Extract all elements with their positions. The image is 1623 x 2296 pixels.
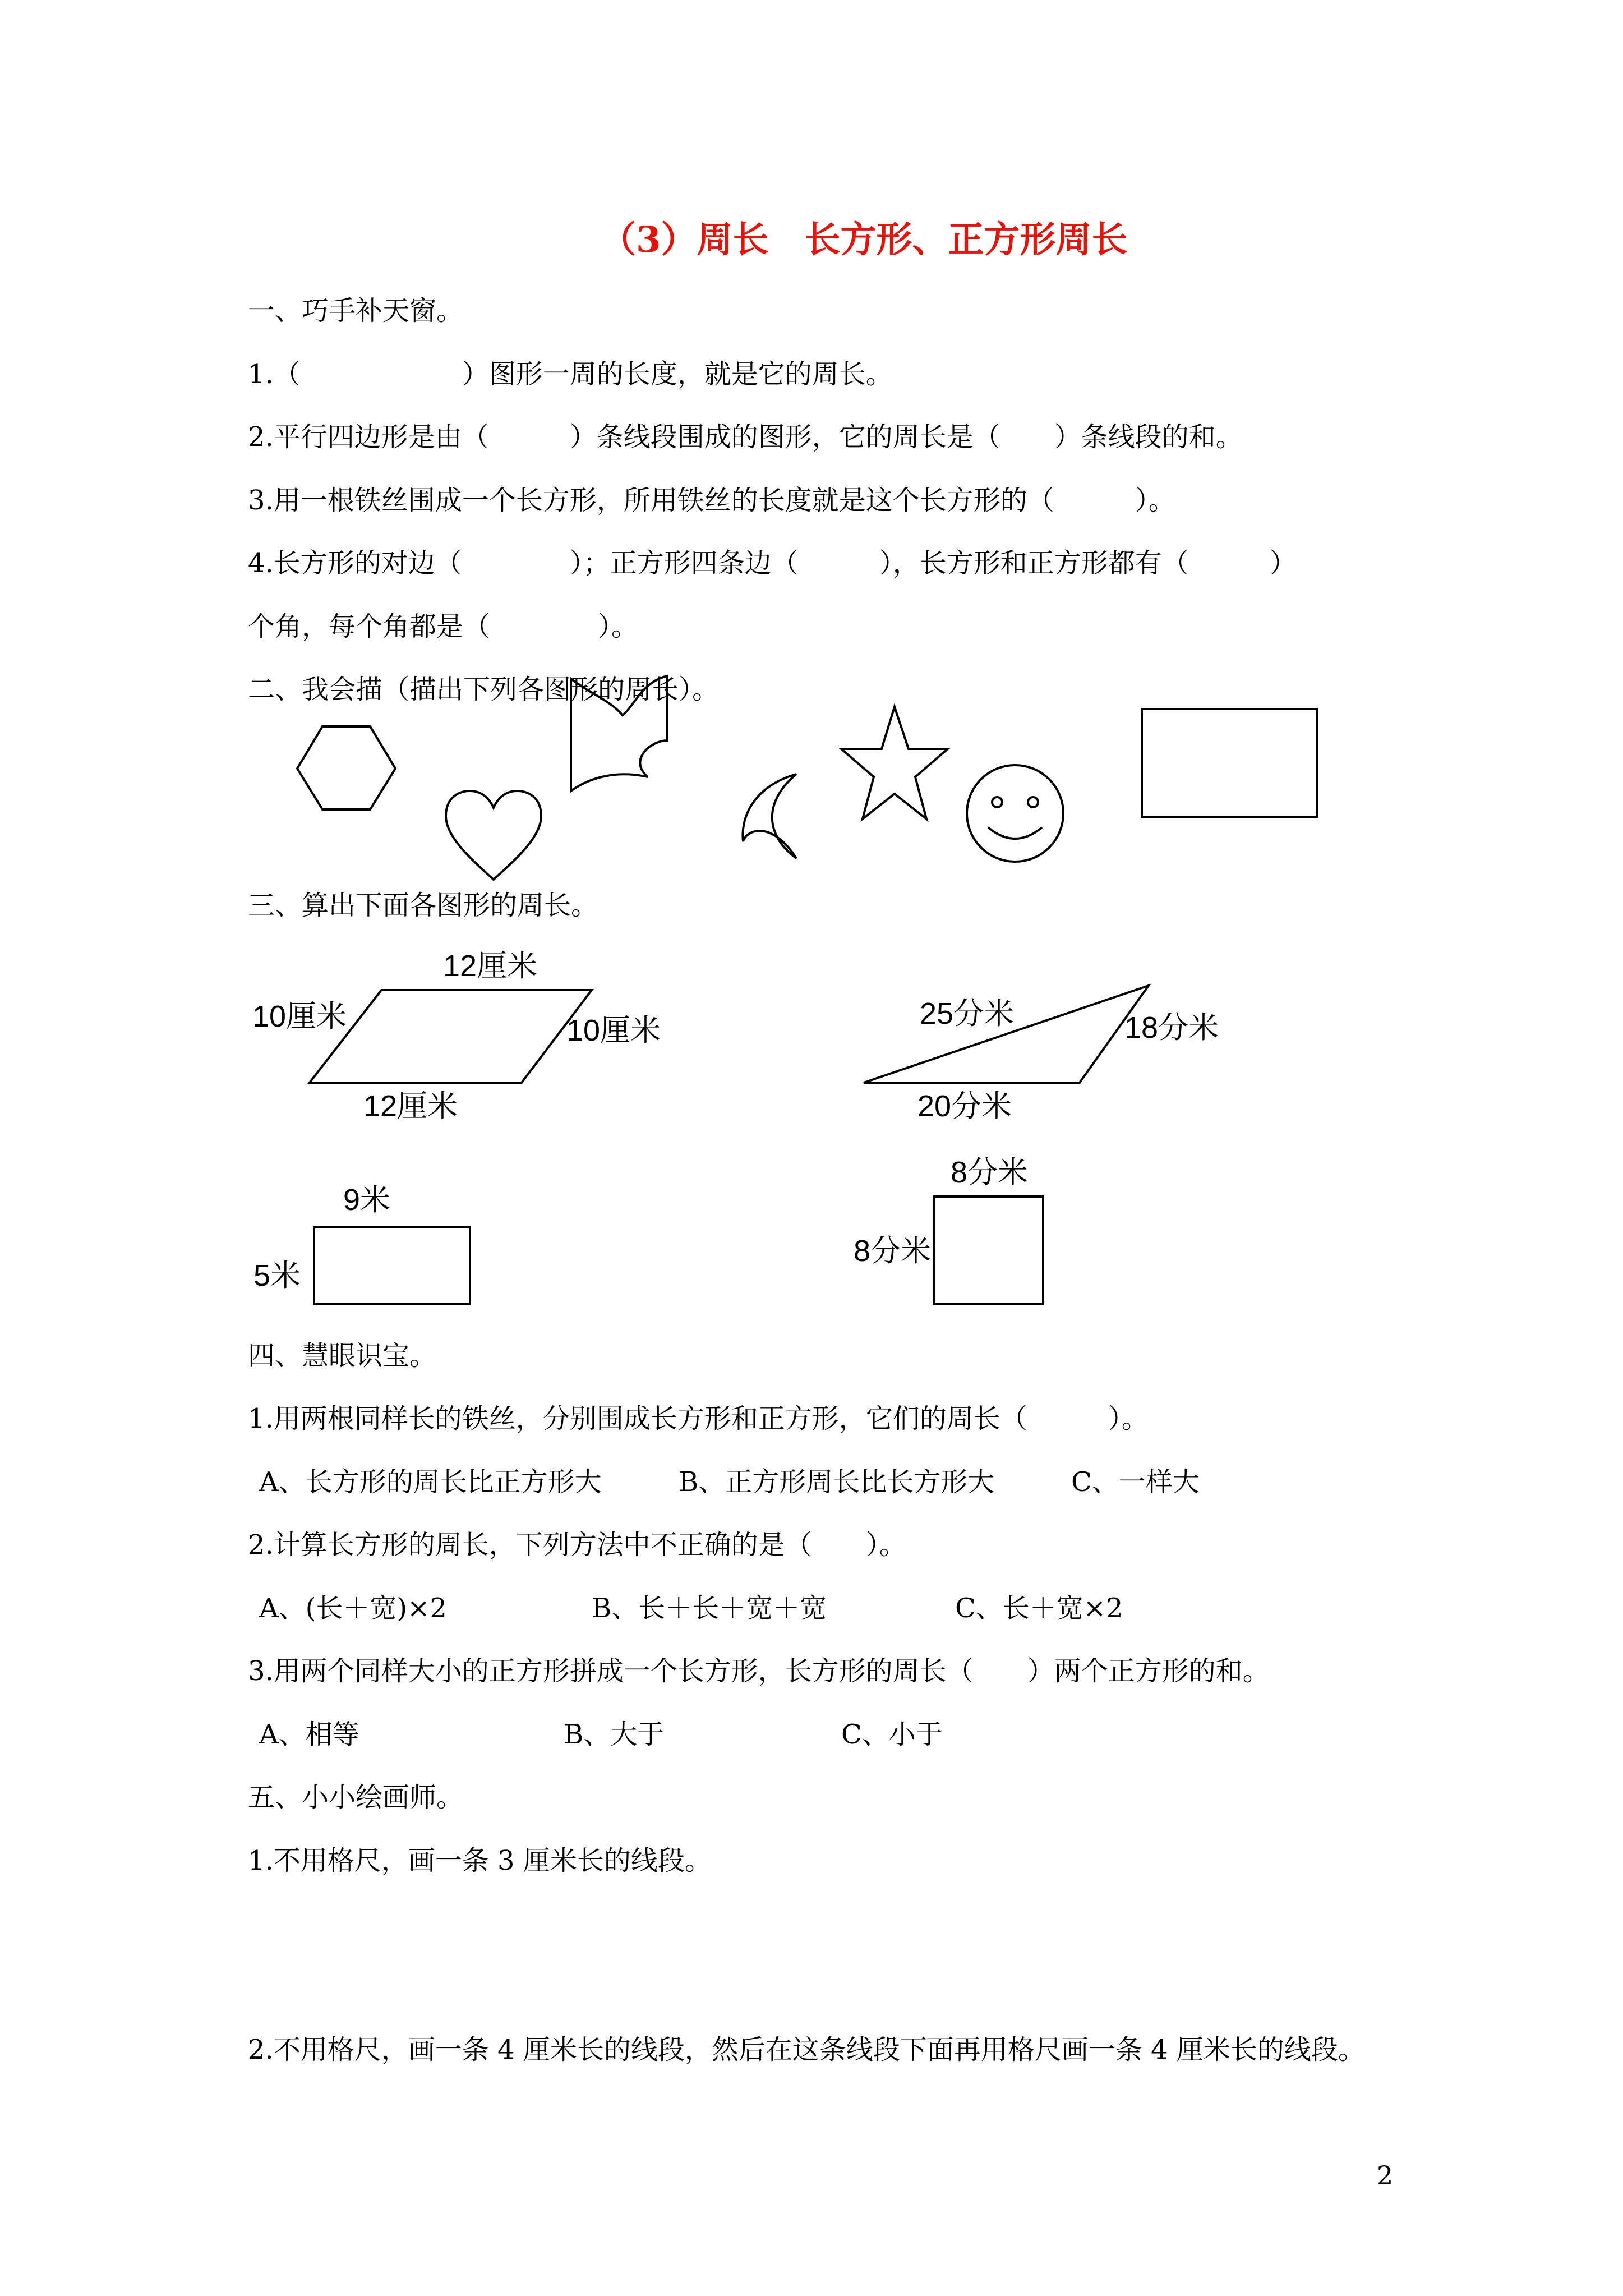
square-shape	[934, 1197, 1043, 1304]
triangle-top-label: 25分米	[920, 997, 1015, 1030]
star-icon	[841, 707, 948, 819]
heart-icon	[446, 791, 541, 880]
section4-q2-option-a: A、(长＋宽)×2	[259, 1593, 447, 1624]
section4-question-2: 2.计算长方形的周长，下列方法中不正确的是（ ）。	[248, 1529, 906, 1561]
triangle-right-label: 18分米	[1124, 1011, 1219, 1045]
section4-question-3: 3.用两个同样大小的正方形拼成一个长方形，长方形的周长（ ）两个正方形的和。	[248, 1655, 1270, 1687]
section4-q1-option-a: A、长方形的周长比正方形大	[259, 1466, 602, 1498]
section1-heading: 一、巧手补天窗。	[248, 295, 464, 326]
section1-question-4-line1: 4.长方形的对边（ ）；正方形四条边（ ），长方形和正方形都有（ ）	[248, 547, 1297, 579]
section5-heading: 五、小小绘画师。	[248, 1782, 464, 1813]
rectangle-top-label: 9米	[343, 1183, 391, 1217]
crescent-moon-icon	[743, 774, 796, 858]
section1-question-4-line2: 个角，每个角都是（ ）。	[248, 611, 639, 642]
section2-heading: 二、我会描（描出下列各图形的周长）。	[248, 674, 720, 705]
section1-question-1: 1.（ ）图形一周的长度，就是它的周长。	[248, 358, 893, 390]
parallelogram-left-label: 10厘米	[252, 1000, 347, 1033]
section4-q1-option-c: C、一样大	[1071, 1466, 1200, 1498]
section1-question-2: 2.平行四边形是由（ ）条线段围成的图形，它的周长是（ ）条线段的和。	[248, 421, 1243, 453]
section3-heading: 三、算出下面各图形的周长。	[248, 890, 598, 921]
square-left-label: 8分米	[854, 1234, 932, 1268]
section5-question-2: 2.不用格尺，画一条 4 厘米长的线段，然后在这条线段下面再用格尺画一条 4 厘米长的线段。	[248, 2034, 1365, 2065]
flag-icon	[571, 676, 667, 791]
section4-q3-option-c: C、小于	[841, 1719, 943, 1750]
page-title: （3）周长 长方形、正方形周长	[600, 219, 1128, 261]
square-top-label: 8分米	[951, 1156, 1029, 1189]
triangle-bottom-label: 20分米	[917, 1089, 1012, 1123]
rectangle-icon	[1142, 709, 1317, 817]
rectangle-shape	[314, 1227, 470, 1304]
section4-q1-option-b: B、正方形周长比长方形大	[679, 1466, 995, 1498]
section4-q2-option-c: C、长＋宽×2	[955, 1593, 1123, 1624]
hexagon-icon	[297, 726, 395, 809]
section4-heading: 四、慧眼识宝。	[248, 1340, 437, 1372]
section4-q2-option-b: B、长＋长＋宽＋宽	[592, 1593, 827, 1624]
parallelogram-right-label: 10厘米	[566, 1014, 661, 1047]
section5-question-1: 1.不用格尺，画一条 3 厘米长的线段。	[248, 1845, 712, 1876]
smiley-face-icon	[967, 765, 1063, 862]
parallelogram-top-label: 12厘米	[443, 949, 538, 983]
section4-q3-option-b: B、大于	[564, 1719, 665, 1750]
section4-question-1: 1.用两根同样长的铁丝，分别围成长方形和正方形，它们的周长（ ）。	[248, 1403, 1149, 1434]
parallelogram-shape	[310, 990, 592, 1083]
section1-question-3: 3.用一根铁丝围成一个长方形，所用铁丝的长度就是这个长方形的（ ）。	[248, 485, 1175, 516]
section4-q3-option-a: A、相等	[259, 1719, 359, 1750]
page-number: 2	[1377, 2160, 1394, 2191]
parallelogram-bottom-label: 12厘米	[363, 1089, 458, 1123]
rectangle-left-label: 5米	[253, 1259, 301, 1292]
